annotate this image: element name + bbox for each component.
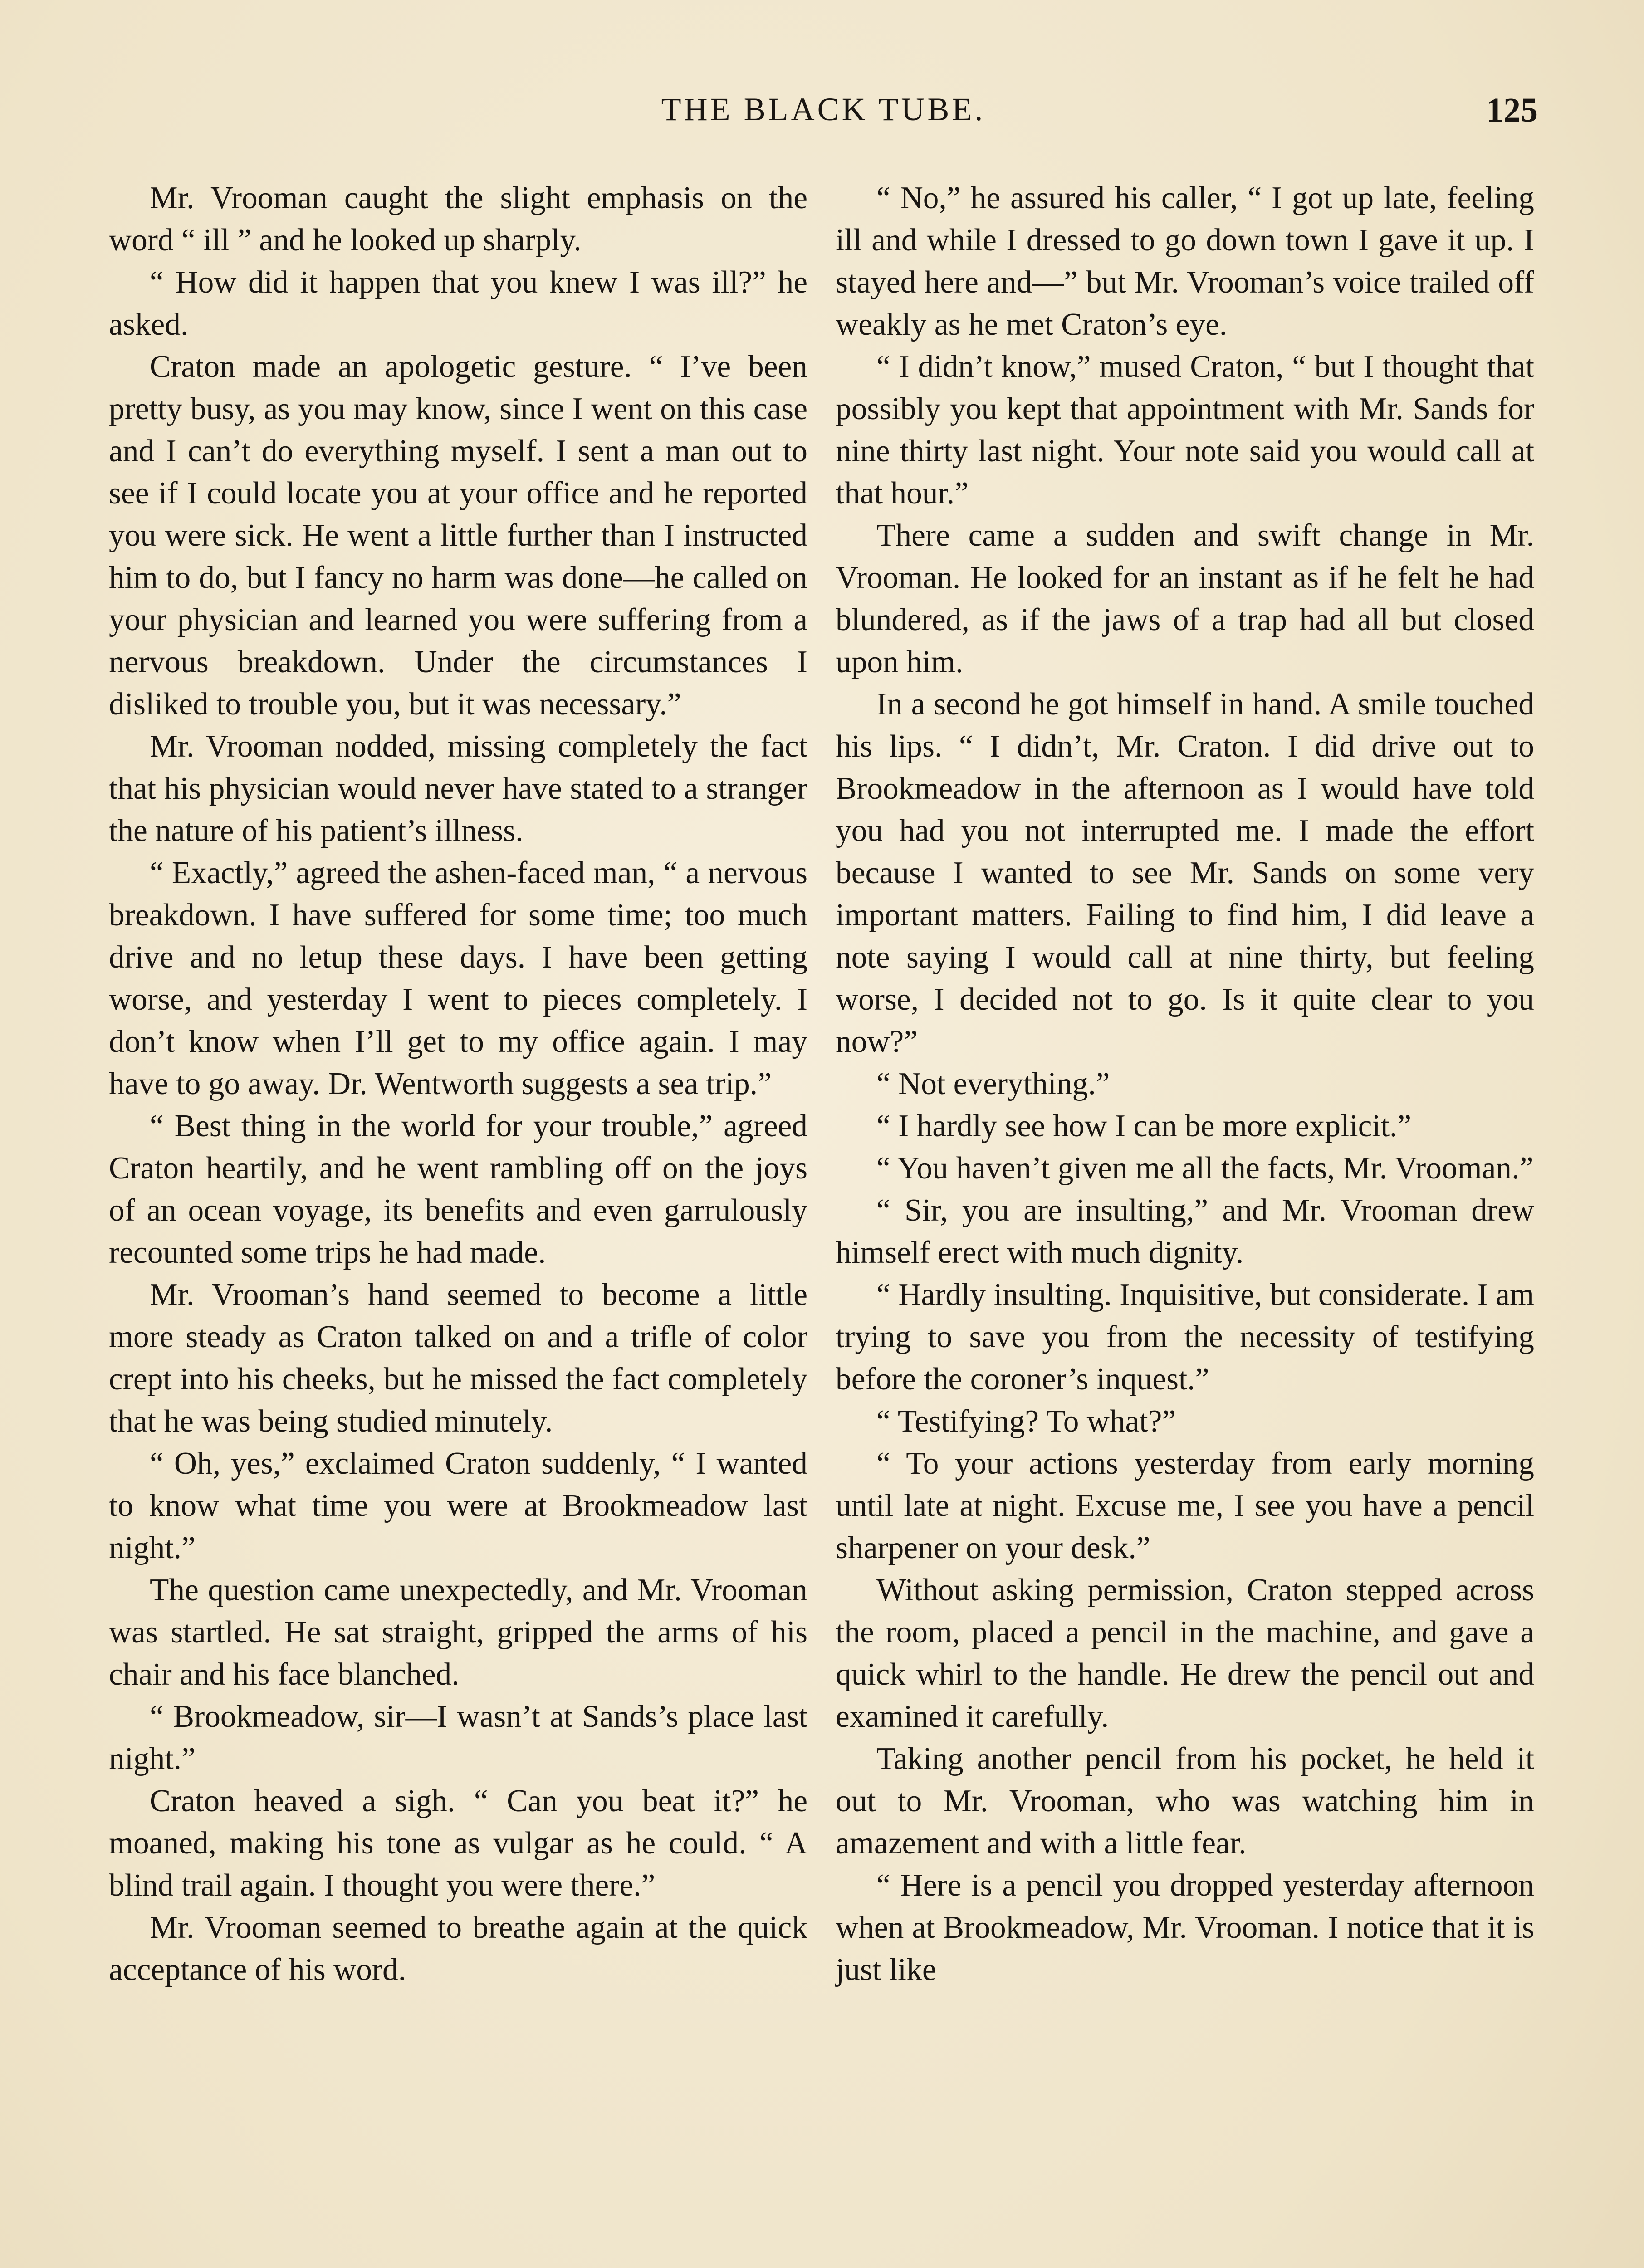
- paragraph: “ Best thing in the world for your trouble,” agreed Craton heartily, and he went rambling off on the joys of an ocean voyage, its benefits and even garrulously recounted some trips he had made.: [109, 1109, 807, 1270]
- page-header: [109, 91, 1538, 145]
- paragraph: Mr. Vrooman nodded, missing completely the fact that his physician would never have stated to a stranger the nature of his patient’s illness.: [109, 729, 807, 848]
- left-column: [109, 177, 807, 1991]
- paragraph: Craton heaved a sigh. “ Can you beat it?” he moaned, making his tone as vulgar as he could. “ A blind trail again. I thought you were there.”: [109, 1784, 807, 1903]
- paragraph: “ Sir, you are insulting,” and Mr. Vrooman drew himself erect with much dignity.: [836, 1193, 1534, 1270]
- paragraph: “ Exactly,” agreed the ashen-faced man, “ a nervous breakdown. I have suffered for some time; too much drive and no letup these days. I have been getting worse, and yesterday I went to pieces completely. I don’t know when I’ll get to my office again. I may have to go away. Dr. Wentworth suggests a sea trip.”: [109, 855, 807, 1101]
- paragraph: Craton made an apologetic gesture. “ I’ve been pretty busy, as you may know, since I went on this case and I can’t do everything myself. I sent a man out to see if I could locate you at your office and he reported you were sick. He went a little further than I instructed him to do, but I fancy no harm was done—he called on your physician and learned you were suffering from a nervous breakdown. Under the circumstances I disliked to trouble you, but it was necessary.”: [109, 349, 807, 722]
- paragraph: In a second he got himself in hand. A smile touched his lips. “ I didn’t, Mr. Craton. I did drive out to Brookmeadow in the afternoon as I would have told you had you not interrupted me. I made the effort because I wanted to see Mr. Sands on some very important matters. Failing to find him, I did leave a note saying I would call at nine thirty, but feeling worse, I decided not to go. Is it quite clear to you now?”: [836, 687, 1534, 1059]
- paragraph: Taking another pencil from his pocket, he held it out to Mr. Vrooman, who was watching him in amazement and with a little fear.: [836, 1741, 1534, 1861]
- paragraph: “ Oh, yes,” exclaimed Craton suddenly, “ I wanted to know what time you were at Brookmeadow last night.”: [109, 1446, 807, 1565]
- paragraph: Mr. Vrooman’s hand seemed to become a little more steady as Craton talked on and a trifle of color crept into his cheeks, but he missed the fact completely that he was being studied minutely.: [109, 1277, 807, 1439]
- paragraph: “ Testifying? To what?”: [876, 1404, 1176, 1439]
- paragraph: Mr. Vrooman seemed to breathe again at the quick acceptance of his word.: [109, 1910, 807, 1987]
- paragraph: The question came unexpectedly, and Mr. Vrooman was startled. He sat straight, gripped the arms of his chair and his face blanched.: [109, 1573, 807, 1692]
- right-column: [836, 177, 1534, 1991]
- paragraph: “ You haven’t given me all the facts, Mr. Vrooman.”: [876, 1151, 1534, 1186]
- paragraph: “ To your actions yesterday from early morning until late at night. Excuse me, I see you have a pencil sharpener on your desk.”: [836, 1446, 1534, 1565]
- paragraph: “ I didn’t know,” mused Craton, “ but I thought that possibly you kept that appointment with Mr. Sands for nine thirty last night. Your note said you would call at that hour.”: [836, 349, 1534, 511]
- paragraph: Without asking permission, Craton stepped across the room, placed a pencil in the machine, and gave a quick whirl to the handle. He drew the pencil out and examined it carefully.: [836, 1573, 1534, 1734]
- paragraph: “ How did it happen that you knew I was ill?” he asked.: [109, 265, 807, 342]
- paragraph: “ Here is a pencil you dropped yesterday afternoon when at Brookmeadow, Mr. Vrooman. I notice that it is just like: [836, 1868, 1534, 1987]
- paragraph: “ Not everything.”: [876, 1066, 1110, 1101]
- paragraph: “ Hardly insulting. Inquisitive, but considerate. I am trying to save you from the necessity of testifying before the coroner’s inquest.”: [836, 1277, 1534, 1397]
- running-title: THE BLACK TUBE.: [661, 91, 986, 127]
- paragraph: “ No,” he assured his caller, “ I got up late, feeling ill and while I dressed to go down town I gave it up. I stayed here and—” but Mr. Vrooman’s voice trailed off weakly as he met Craton’s eye.: [836, 181, 1534, 342]
- paragraph: Mr. Vrooman caught the slight emphasis on the word “ ill ” and he looked up sharply.: [109, 181, 807, 258]
- paragraph: There came a sudden and swift change in Mr. Vrooman. He looked for an instant as if he felt he had blundered, as if the jaws of a trap had all but closed upon him.: [836, 518, 1534, 679]
- paragraph: “ Brookmeadow, sir—I wasn’t at Sands’s place last night.”: [109, 1699, 807, 1776]
- paragraph: “ I hardly see how I can be more explicit.”: [876, 1109, 1412, 1144]
- page-number: 125: [1486, 91, 1538, 129]
